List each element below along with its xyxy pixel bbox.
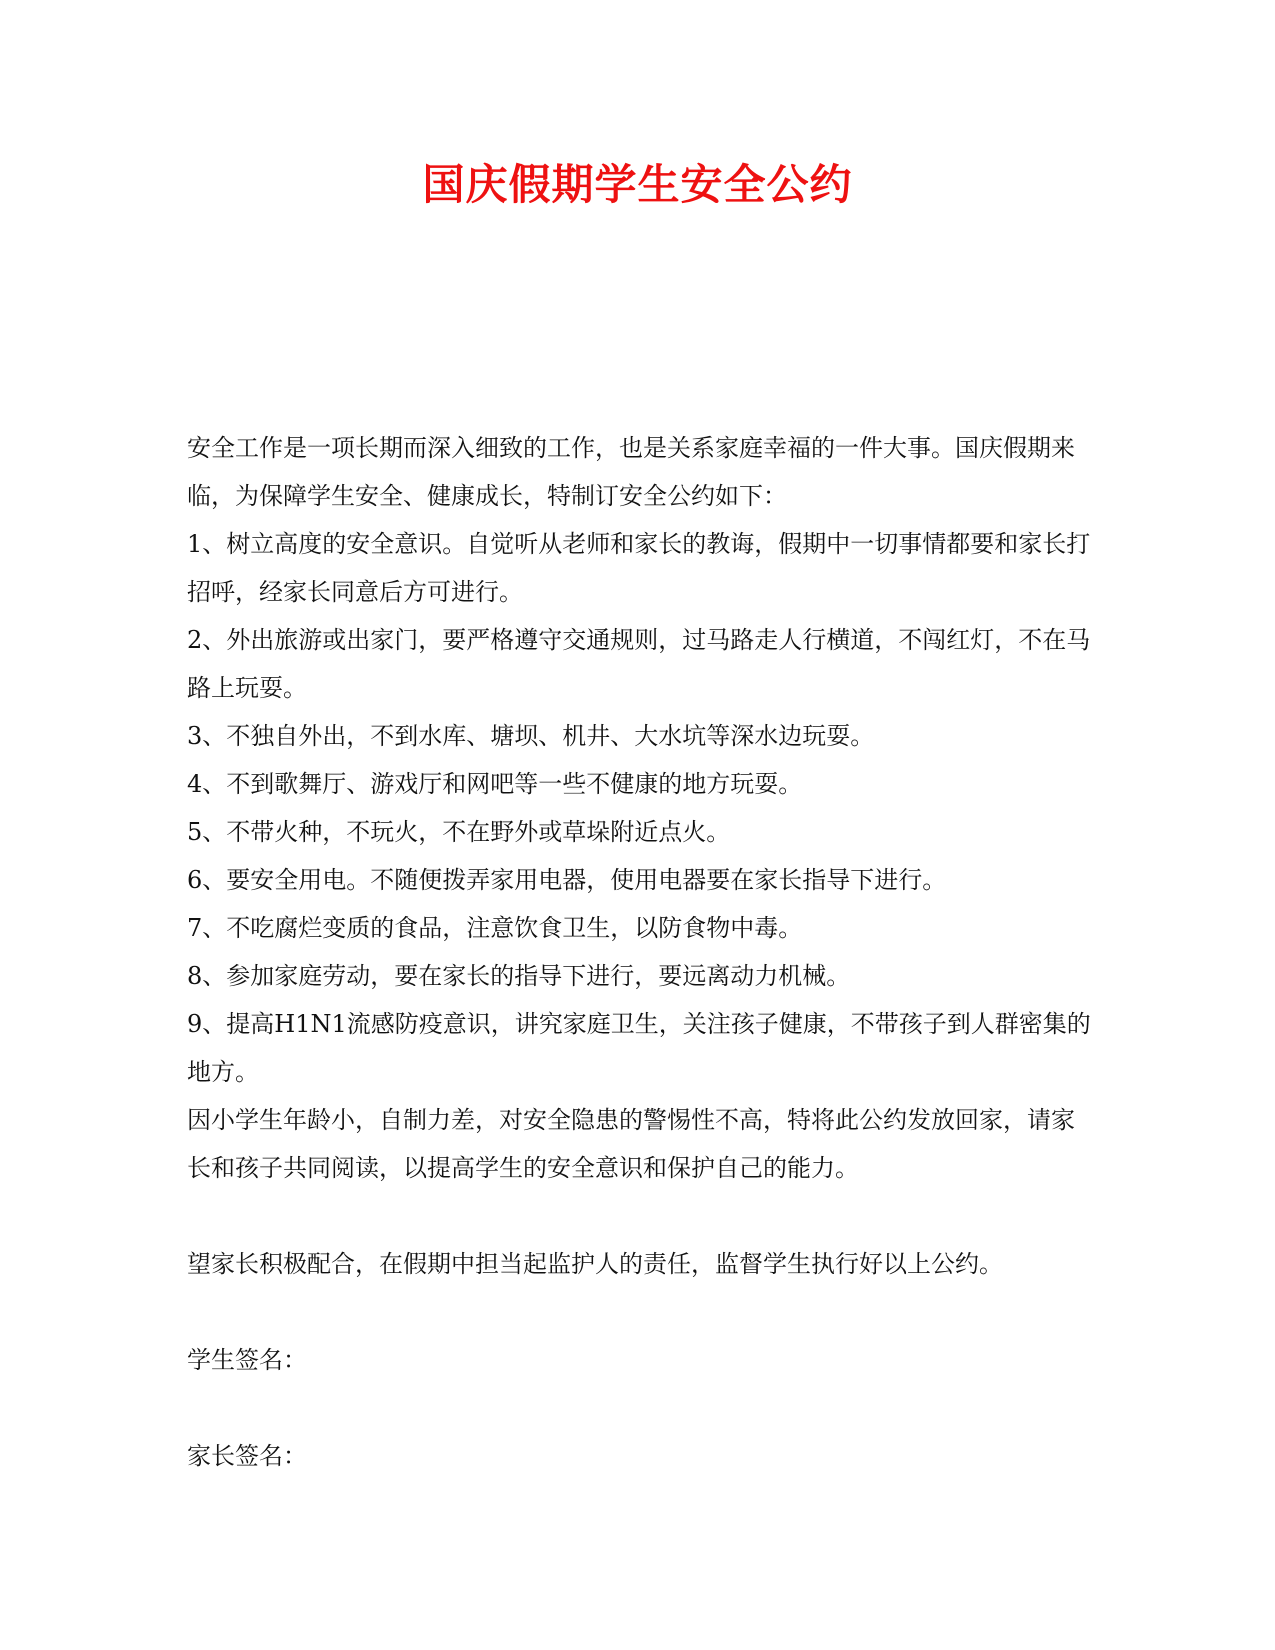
closing-paragraph: 因小学生年龄小，自制力差，对安全隐患的警惕性不高，特将此公约发放回家，请家长和孩子共同阅读，以提高学生的安全意识和保护自己的能力。 [187,1106,1075,1182]
rule-item-4: 4、不到歌舞厅、游戏厅和网吧等一些不健康的地方玩耍。 [187,770,803,798]
appeal-paragraph: 望家长积极配合，在假期中担当起监护人的责任，监督学生执行好以上公约。 [187,1250,1003,1278]
document-title: 国庆假期学生安全公约 [422,160,853,209]
rule-item-5: 5、不带火种，不玩火，不在野外或草垛附近点火。 [187,818,731,846]
spacer [187,1384,1092,1432]
student-signature-label: 学生签名： [187,1346,307,1374]
rule-item-3: 3、不独自外出，不到水库、塘坝、机井、大水坑等深水边玩耍。 [187,722,875,750]
rule-item-6: 6、要安全用电。不随便拨弄家用电器，使用电器要在家长指导下进行。 [187,866,947,894]
parent-signature-label: 家长签名： [187,1442,307,1470]
rule-item-2: 2、外出旅游或出家门，要严格遵守交通规则，过马路走人行横道，不闯红灯，不在马路上玩耍。 [187,626,1091,702]
rule-item-9: 9、提高H1N1流感防疫意识，讲究家庭卫生，关注孩子健康，不带孩子到人群密集的地方。 [187,1010,1091,1086]
document-body [187,424,1092,1480]
rule-item-7: 7、不吃腐烂变质的食品，注意饮食卫生，以防食物中毒。 [187,914,803,942]
spacer [187,1288,1092,1336]
spacer [187,1192,1092,1240]
rule-item-8: 8、参加家庭劳动，要在家长的指导下进行，要远离动力机械。 [187,962,851,990]
rule-item-1: 1、树立高度的安全意识。自觉听从老师和家长的教诲，假期中一切事情都要和家长打招呼，经家长同意后方可进行。 [187,530,1091,606]
intro-paragraph: 安全工作是一项长期而深入细致的工作，也是关系家庭幸福的一件大事。国庆假期来临，为保障学生安全、健康成长，特制订安全公约如下： [187,434,1075,510]
